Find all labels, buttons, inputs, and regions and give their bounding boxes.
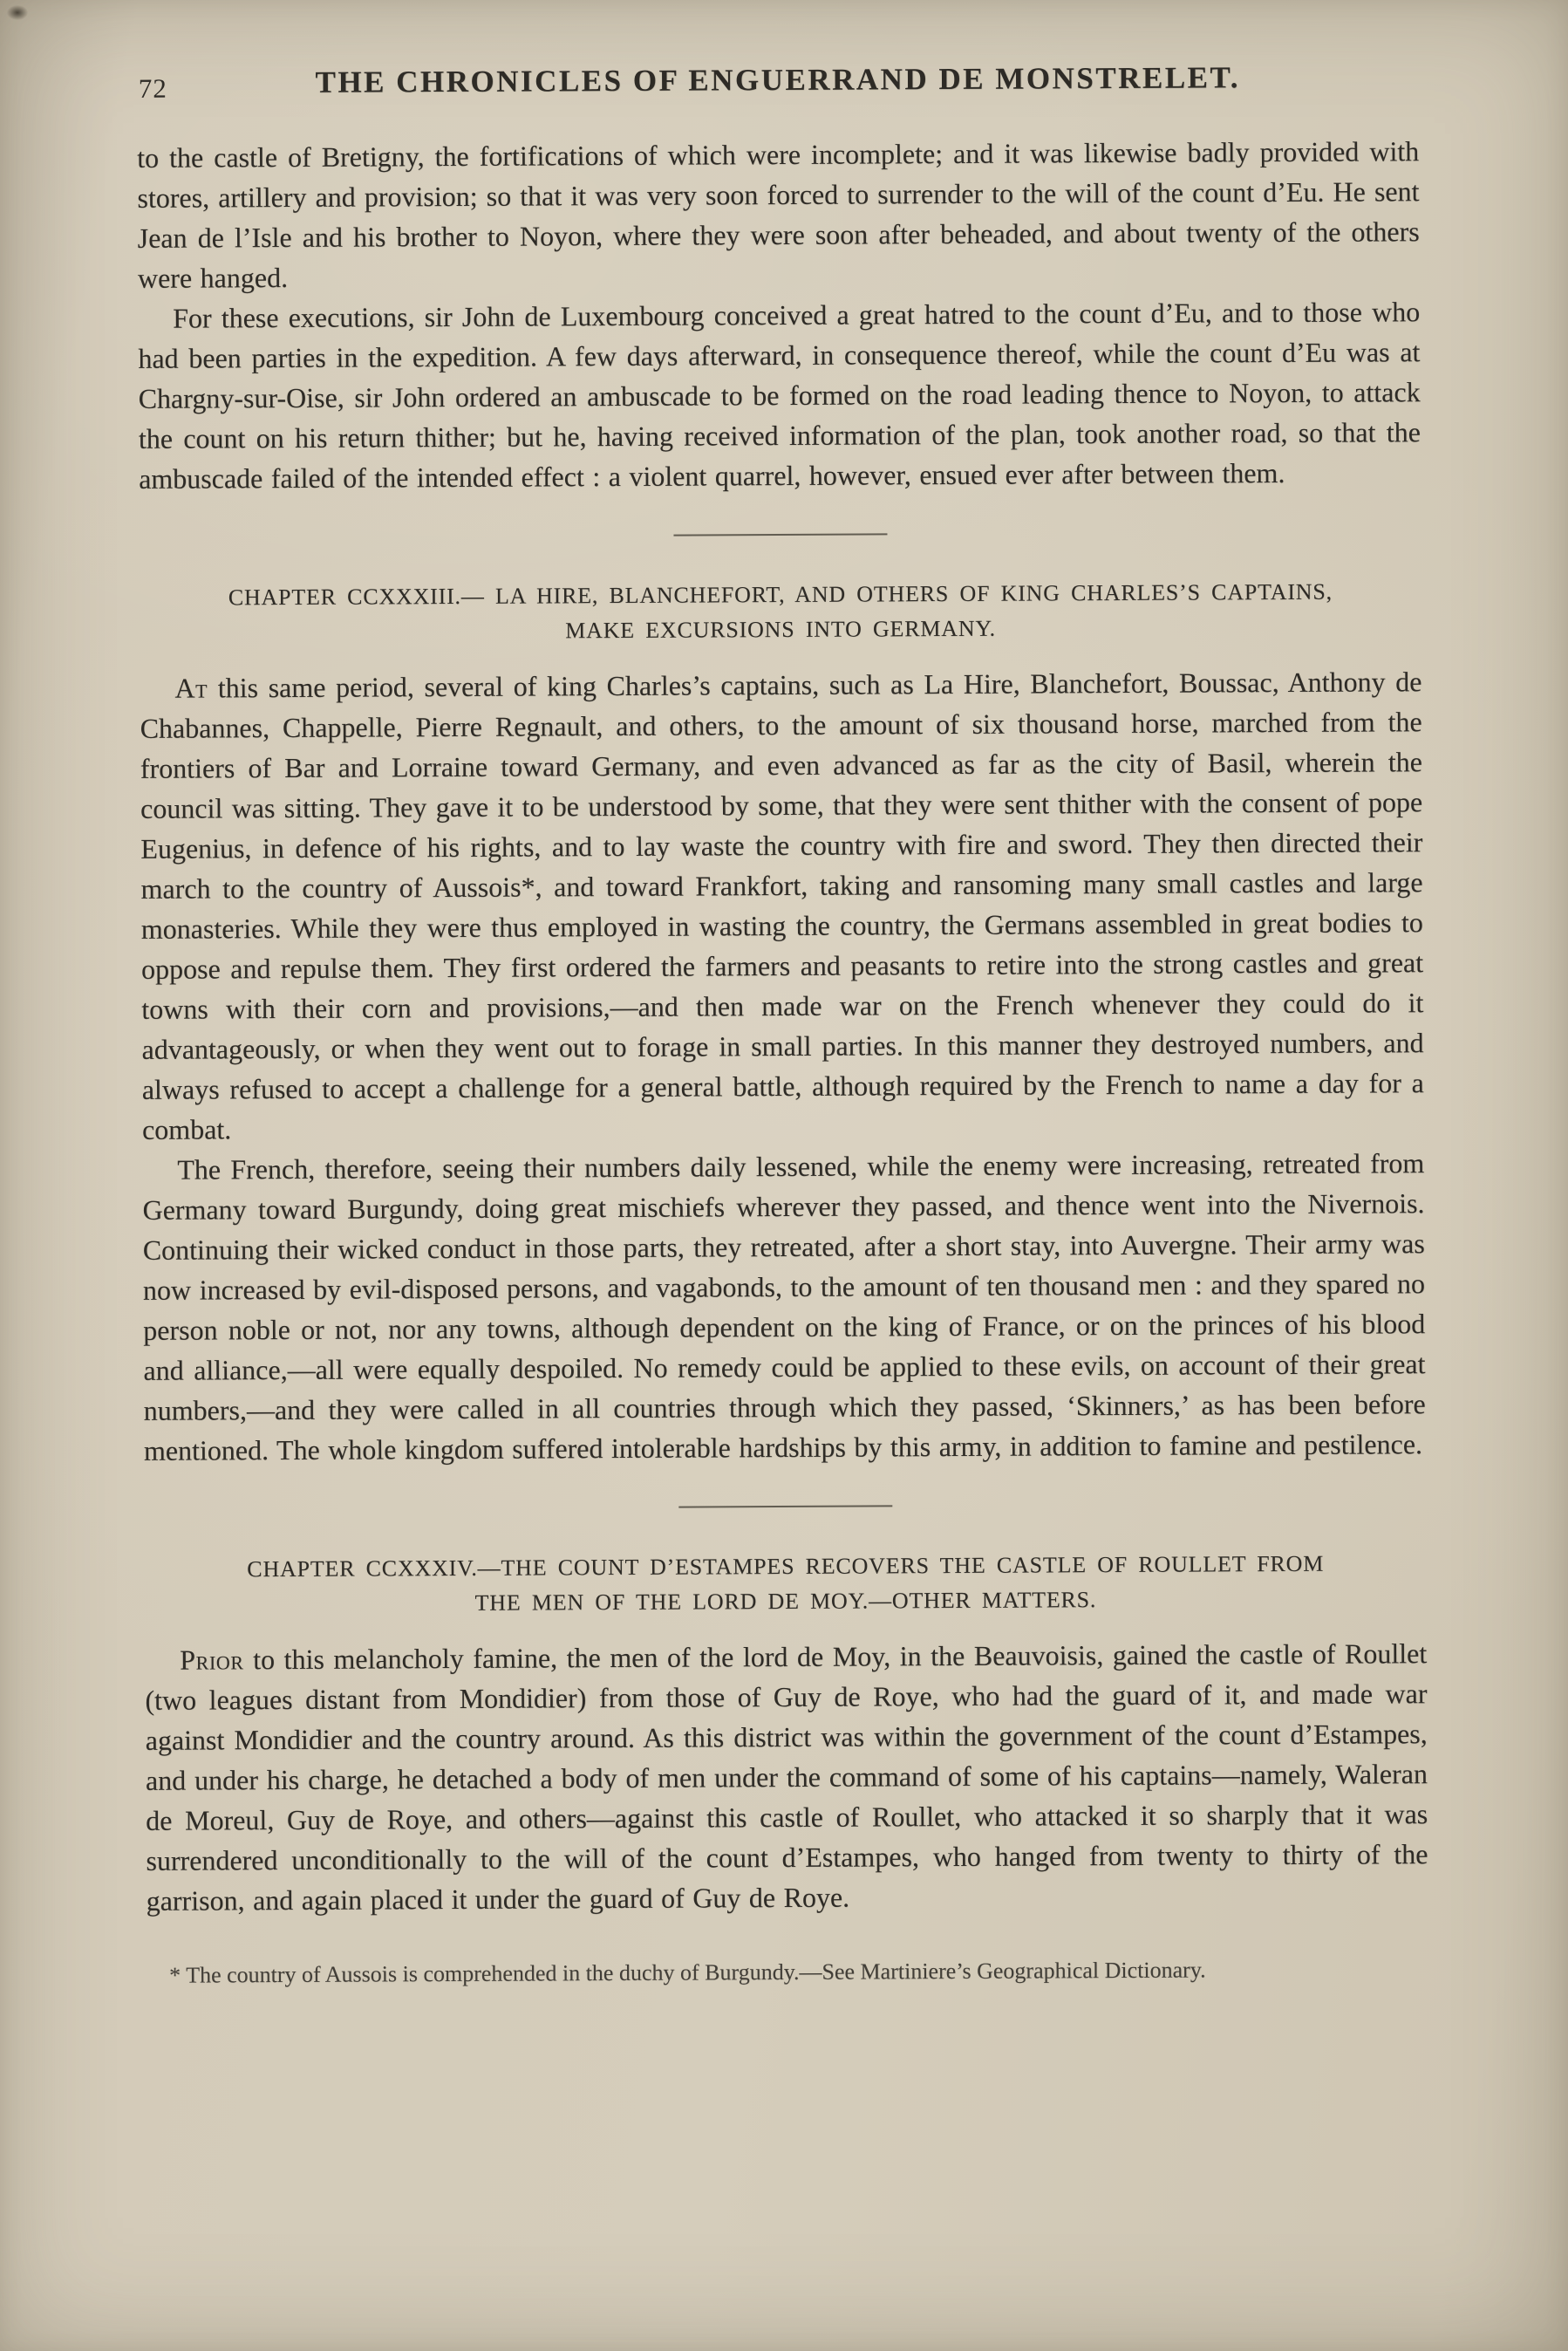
running-title: THE CHRONICLES OF ENGUERRAND DE MONSTRELET. — [315, 60, 1241, 99]
paragraph: to the castle of Bretigny, the fortifications of which were incomplete; and it was likewise badly provided with stores, artillery and provision; so that it was very soon forced to surrender to the will of the count d’Eu. He sent Jean de l’Isle and his brother to Noyon, where they were soon after beheaded, and about twenty of the others were hanged. — [137, 135, 1420, 294]
chapter-heading-line: CHAPTER CCXXXIV.—THE COUNT D’ESTAMPES RECOVERS THE CASTLE OF ROULLET FROM — [247, 1550, 1325, 1582]
chapter-heading — [140, 574, 1421, 651]
lead-word: Prior — [180, 1644, 244, 1676]
chapter-heading-line: THE MEN OF THE LORD DE MOY.—OTHER MATTERS. — [474, 1587, 1097, 1616]
chapter-heading-line: MAKE EXCURSIONS INTO GERMANY. — [565, 615, 996, 644]
lead-word: At — [174, 672, 208, 704]
page-content — [137, 59, 1429, 1991]
paragraph — [145, 1633, 1428, 1921]
paragraph-text: this same period, several of king Charles’s captains, such as La Hire, Blanchefort, Boussac, Anthony de Chabannes, Chappelle, Pierre Regnault, and others, to the amount of six thousand horse, marched from the frontiers of Bar and Lorraine toward Germany, and even advanced as far as the city of Basil, wherein the council was sitting. They gave it to be understood by some, that they were sent thither with the consent of pope Eugenius, in defence of his rights, and to lay waste the country with fire and sword. They then directed their march to the country of Aussois*, and toward Frankfort, taking and ransoming many small castles and large monasteries. While they were thus employed in wasting the country, the Germans assembled in great bodies to oppose and repulse them. They first ordered the farmers and peasants to retire into the strong castles and great towns with their corn and provisions,—and then made war on the French whenever they could do it advantageously, or when they went out to forage in small parties. In this manner they destroyed numbers, and always refused to accept a challenge for a general battle, although required by the French to name a day for a combat. — [140, 666, 1424, 1145]
page-number: 72 — [138, 72, 167, 104]
intro-section — [137, 131, 1421, 499]
chapter-233-section — [140, 574, 1426, 1471]
paragraph-text: to this melancholy famine, the men of the lord de Moy, in the Beauvoisis, gained the castle of Roullet (two leagues distant from Mondidier) from those of Guy de Roye, who had the guard of it, and made war against Mondidier and the country around. As this district was within the government of the count d’Estampes, and under his charge, he detached a body of men under the command of some of his captains—namely, Waleran de Moreul, Guy de Roye, and others—against this castle of Roullet, who attacked it so sharply that it was surrendered unconditionally to the will of the count d’Estampes, who hanged from twenty to thirty of the garrison, and again placed it under the guard of Guy de Roye. — [145, 1637, 1428, 1917]
paragraph: The French, therefore, seeing their numbers daily lessened, while the enemy were increasing, retreated from Germany toward Burgundy, doing great mischiefs wherever they passed, and thence went into the Nivernois. Continuing their wicked conduct in those parts, they retreated, after a short stay, into Auvergne. Their army was now increased by evil-disposed persons, and vagabonds, to the amount of ten thousand men : and they spared no person noble or not, nor any towns, although dependent on the king of France, or on the princes of his blood and alliance,—all were equally despoiled. No remedy could be applied to these evils, on account of their great numbers,—and they were called in all countries through which they passed, ‘Skinners,’ as has been before mentioned. The whole kingdom suffered intolerable hardships by this army, in addition to famine and pestilence. — [142, 1147, 1426, 1466]
scan-artifact — [7, 5, 28, 20]
paragraph: For these executions, sir John de Luxembourg conceived a great hatred to the count d’Eu, and to those who had been parties in the expedition. A few days afterward, in consequence thereof, while the count d’Eu was at Chargny-sur-Oise, sir John ordered an ambuscade to be formed on the road leading thence to Noyon, to attack the count on his return thither; but he, having received information of the plan, took another road, so that the ambuscade failed of the intended effect : a violent quarrel, however, ensued ever after between them. — [138, 296, 1421, 495]
section-divider — [678, 1505, 892, 1507]
footnote-text: * The country of Aussois is comprehended in the duchy of Burgundy.—See Martiniere’s Geographical Dictionary. — [169, 1957, 1206, 1988]
footnote — [147, 1954, 1428, 1991]
chapter-234-section — [145, 1546, 1428, 1921]
section-divider — [673, 533, 887, 536]
paragraph — [140, 661, 1424, 1150]
chapter-heading-line: CHAPTER CCXXXIII.— LA HIRE, BLANCHEFORT, AND OTHERS OF KING CHARLES’S CAPTAINS, — [228, 578, 1333, 611]
page-header — [137, 59, 1419, 108]
chapter-heading — [145, 1546, 1427, 1623]
